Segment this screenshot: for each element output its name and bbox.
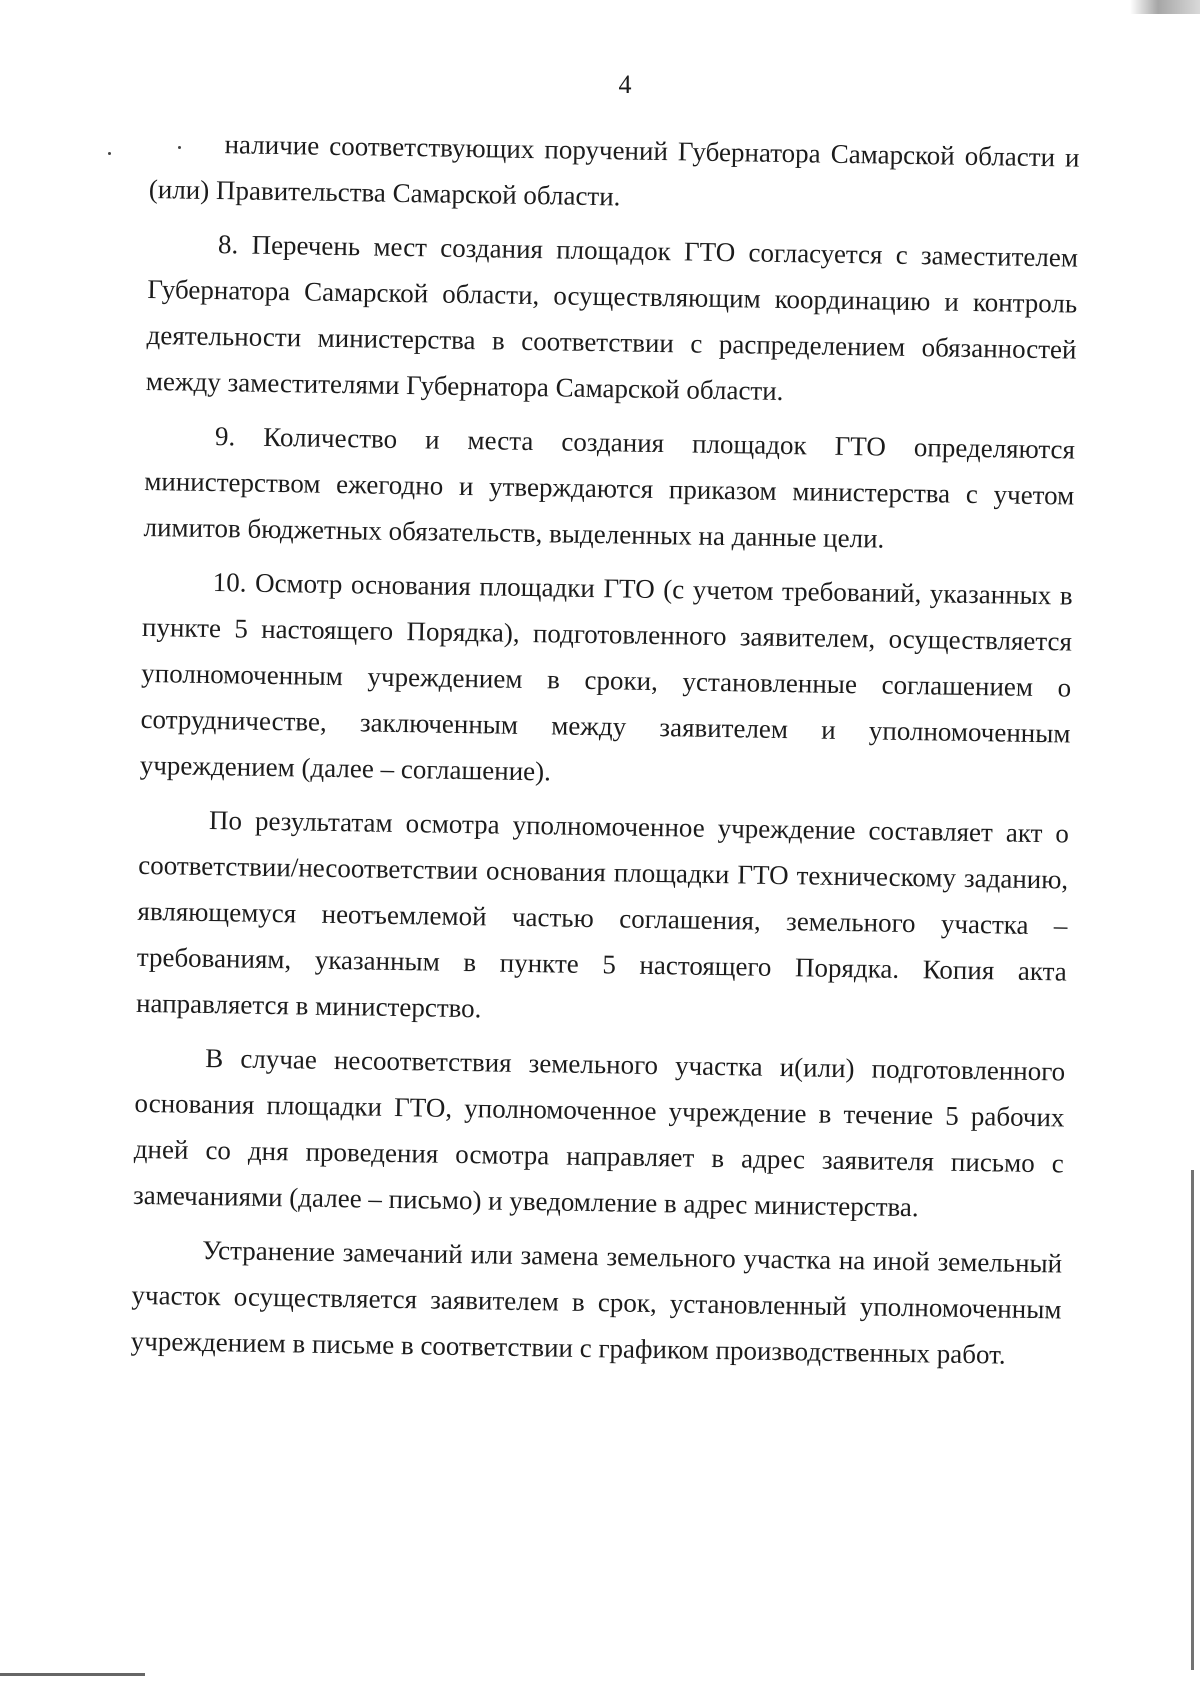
paragraph-item-9: 9. Количество и места создания площадок ГТО определяются министерством ежегодно и утверждаются приказом министерства с учетом лимитов бюджетных обязательств, выделенных на данные цели. (143, 421, 1076, 554)
paragraph-item-10: 10. Осмотр основания площадки ГТО (с учетом требований, указанных в пункте 5 настоящего Порядка), подготовленного заявителем, осуществляется уполномоченным учреждением в сроки, установленные соглашением о сотрудничестве, заключенным между заявителем и уполномоченным учреждением (далее – соглашение). (139, 567, 1073, 787)
scan-speck (108, 152, 111, 155)
paragraph-continuation: наличие соответствующих поручений Губернатора Самарской области и (или) Правительства Самарской области. (148, 129, 1080, 212)
paragraph-remediation: Устранение замечаний или замена земельного участка на иной земельный участок осуществляется заявителем в срок, установленный уполномоченным учреждением в письме в соответствии с графиком производственных работ. (130, 1234, 1063, 1370)
paragraph-inspection-results: По результатам осмотра уполномоченное учреждение составляет акт о соответствии/несоответствии основания площадки ГТО техническому заданию, являющемуся неотъемлемой частью соглашения, земельного участка – требованиям, указанным в пункте 5 настоящего Порядка. Копия акта направляется в министерство. (135, 805, 1070, 1024)
page-number: 4 (618, 70, 632, 99)
scan-artifact-top (1130, 0, 1200, 14)
paragraph-nonconformity: В случае несоответствия земельного участка и(или) подготовленного основания площадки ГТО, уполномоченное учреждение в течение 5 рабочих дней со дня проведения осмотра направляет в адрес заявителя письмо с замечаниями (далее – письмо) и уведомление в адрес министерства. (132, 1042, 1066, 1223)
scan-artifact-right-edge (1191, 1170, 1194, 1670)
paragraph-item-8: 8. Перечень мест создания площадок ГТО согласуется с заместителем Губернатора Самарской области, осуществляющим координацию и контроль деятельности министерства в соответствии с распределением обязанностей между заместителями Губернатора Самарской области. (145, 229, 1079, 406)
scan-artifact-bottom-edge (0, 1673, 145, 1676)
document-body (130, 120, 1080, 1386)
